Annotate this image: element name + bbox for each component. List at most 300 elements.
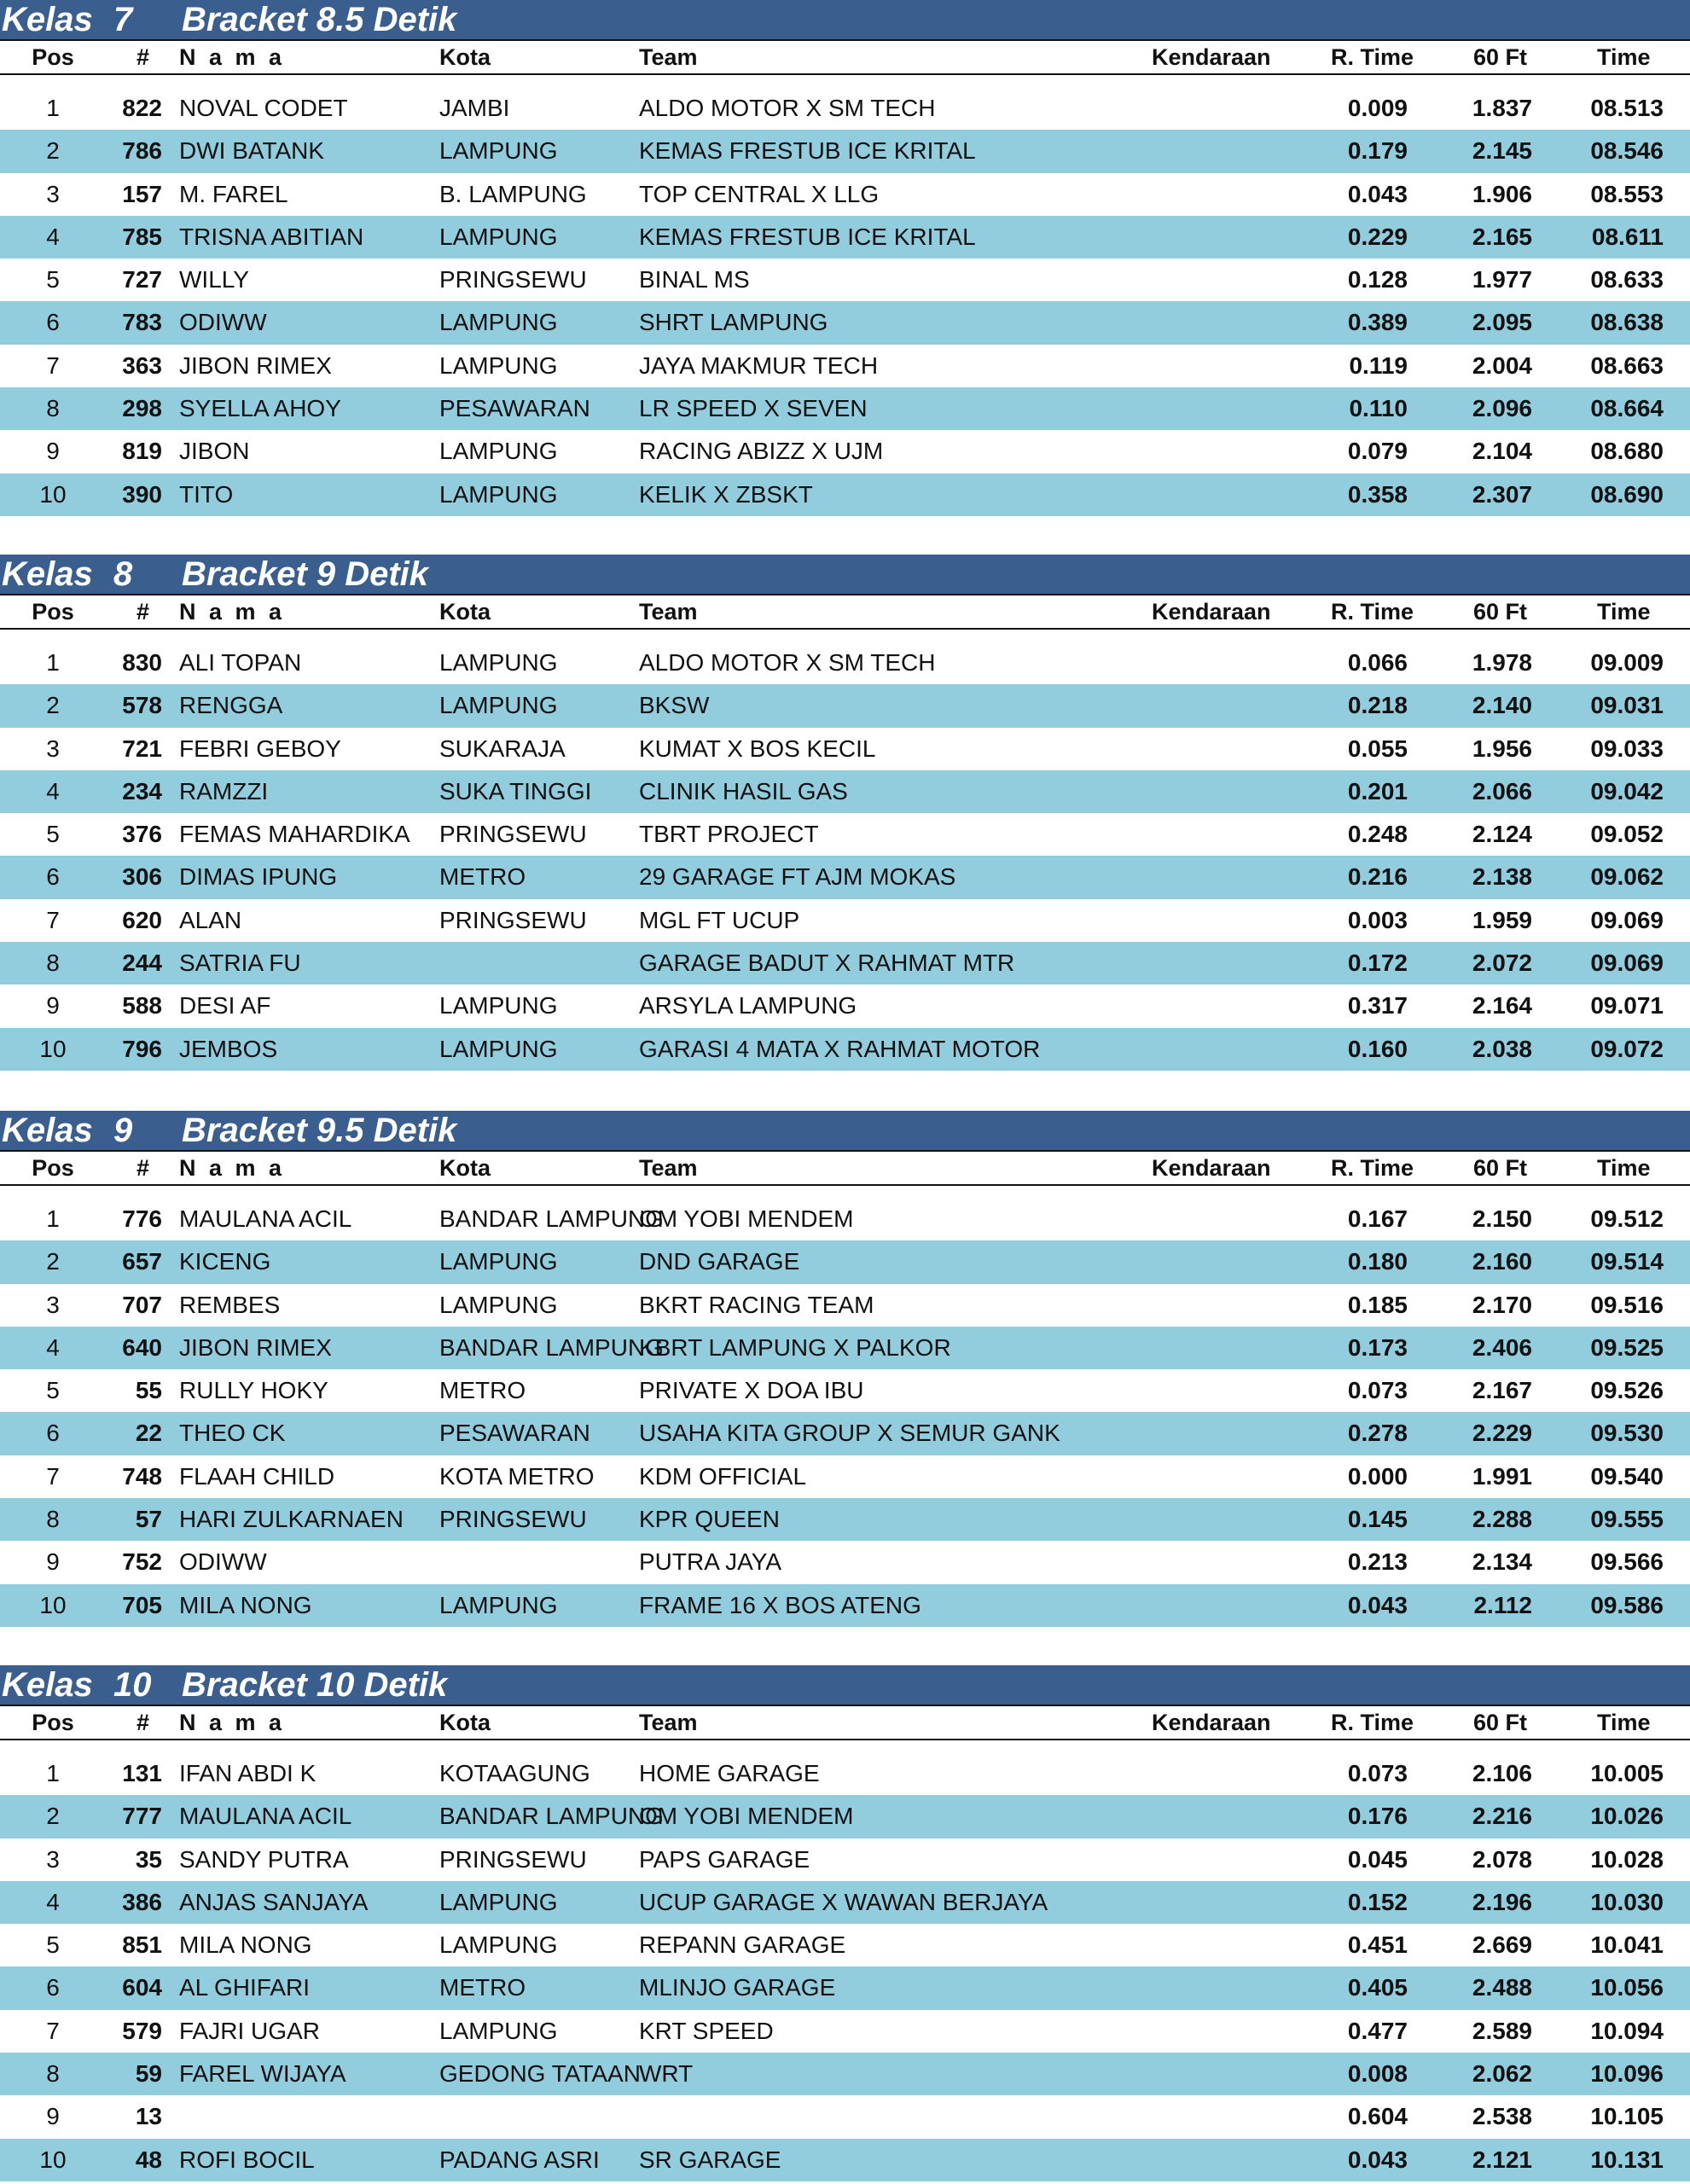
cell-time: 09.525 <box>1590 1333 1664 1361</box>
cell-kota: LAMPUNG <box>439 992 558 1019</box>
cell-pos: 8 <box>46 950 60 977</box>
table-row <box>0 387 1690 430</box>
cell-rtime: 0.604 <box>1347 2103 1408 2130</box>
cell-num: 727 <box>122 266 162 293</box>
cell-kota: KOTAAGUNG <box>439 1760 590 1786</box>
bracket-title: Bracket 8.5 Detik <box>182 1 457 38</box>
cell-num: 55 <box>135 1377 162 1404</box>
cell-nama: SATRIA FU <box>179 950 301 977</box>
cell-time: 10.056 <box>1590 1974 1664 2001</box>
table-row <box>0 1455 1690 1498</box>
cell-num: 298 <box>122 395 162 422</box>
column-header-kota: Kota <box>439 44 491 70</box>
class-banner <box>0 555 1690 594</box>
cell-nama: RULLY HOKY <box>179 1377 328 1404</box>
cell-ft60: 2.196 <box>1472 1888 1532 1915</box>
table-header <box>0 1150 1690 1186</box>
cell-nama: FEBRI GEBOY <box>179 735 341 762</box>
cell-num: 376 <box>122 821 162 848</box>
column-header-kendaraan: Kendaraan <box>1152 1155 1271 1181</box>
bracket-title: Bracket 10 Detik <box>182 1666 448 1704</box>
cell-ft60: 2.669 <box>1472 1931 1532 1959</box>
cell-time: 08.664 <box>1590 395 1664 422</box>
table-row <box>0 856 1690 898</box>
cell-kota: LAMPUNG <box>439 2017 558 2044</box>
cell-rtime: 0.201 <box>1347 777 1408 804</box>
cell-num: 390 <box>122 480 162 508</box>
cell-rtime: 0.213 <box>1347 1548 1408 1576</box>
cell-kota: LAMPUNG <box>439 309 558 336</box>
cell-num: 35 <box>135 1845 162 1873</box>
table-row <box>0 684 1690 727</box>
cell-rtime: 0.003 <box>1347 906 1408 933</box>
cell-kota: LAMPUNG <box>439 692 558 719</box>
cell-time: 10.005 <box>1590 1760 1664 1786</box>
column-header-num: # <box>136 44 149 70</box>
column-header-nama: N a m a <box>179 1155 286 1181</box>
cell-team: KDM OFFICIAL <box>639 1462 807 1490</box>
cell-rtime: 0.009 <box>1347 95 1408 121</box>
cell-nama: SYELLA AHOY <box>179 395 341 422</box>
class-section <box>0 0 1690 516</box>
cell-kota: PADANG ASRI <box>439 2146 600 2173</box>
cell-ft60: 1.956 <box>1472 735 1532 762</box>
cell-kota: LAMPUNG <box>439 438 558 465</box>
cell-team: KPR QUEEN <box>639 1506 780 1533</box>
table-header <box>0 1705 1690 1740</box>
cell-ft60: 1.837 <box>1472 95 1532 121</box>
cell-pos: 9 <box>46 992 60 1019</box>
cell-time: 08.633 <box>1590 266 1664 293</box>
cell-nama: FLAAH CHILD <box>179 1462 335 1490</box>
cell-team: BINAL MS <box>639 266 750 293</box>
cell-nama: ANJAS SANJAYA <box>179 1888 369 1915</box>
cell-time: 08.690 <box>1590 480 1664 508</box>
cell-ft60: 2.164 <box>1472 992 1532 1019</box>
cell-num: 386 <box>122 1888 162 1915</box>
cell-num: 48 <box>135 2146 162 2173</box>
cell-pos: 3 <box>46 180 60 207</box>
cell-team: JAYA MAKMUR TECH <box>639 351 879 379</box>
cell-time: 09.062 <box>1590 863 1664 891</box>
cell-kota: LAMPUNG <box>439 1591 558 1618</box>
cell-team: ARSYLA LAMPUNG <box>639 992 857 1019</box>
cell-rtime: 0.216 <box>1347 863 1408 891</box>
cell-pos: 4 <box>46 1333 60 1361</box>
cell-ft60: 2.488 <box>1472 1974 1532 2001</box>
cell-rtime: 0.079 <box>1347 438 1408 465</box>
cell-kota: PRINGSEWU <box>439 906 587 933</box>
cell-rtime: 0.180 <box>1347 1248 1408 1275</box>
cell-num: 786 <box>122 137 162 165</box>
cell-num: 783 <box>122 309 162 336</box>
cell-team: KUMAT X BOS KECIL <box>639 735 876 762</box>
cell-num: 785 <box>122 223 162 250</box>
cell-team: DND GARAGE <box>639 1248 800 1275</box>
cell-team: OM YOBI MENDEM <box>639 1803 854 1830</box>
cell-ft60: 2.004 <box>1472 351 1532 379</box>
table-row <box>0 2053 1690 2095</box>
cell-rtime: 0.008 <box>1347 2060 1408 2088</box>
results-table <box>0 1752 1690 2181</box>
column-header-time: Time <box>1597 1155 1651 1181</box>
cell-rtime: 0.278 <box>1347 1420 1408 1447</box>
cell-team: KRT SPEED <box>639 2017 774 2044</box>
column-header-rtime: R. Time <box>1331 44 1414 70</box>
cell-nama: ODIWW <box>179 309 267 336</box>
cell-kota: PESAWARAN <box>439 395 590 422</box>
column-header-ft60: 60 Ft <box>1473 1710 1528 1735</box>
cell-ft60: 2.066 <box>1472 777 1532 804</box>
table-row <box>0 301 1690 344</box>
cell-num: 588 <box>122 992 162 1019</box>
cell-pos: 2 <box>46 1803 60 1830</box>
cell-kota: LAMPUNG <box>439 1248 558 1275</box>
cell-nama: MILA NONG <box>179 1931 312 1959</box>
table-row <box>0 430 1690 473</box>
cell-kota: BANDAR LAMPUNG <box>439 1333 664 1361</box>
table-row <box>0 2010 1690 2053</box>
table-row <box>0 1412 1690 1455</box>
cell-nama: ALI TOPAN <box>179 649 302 676</box>
cell-num: 57 <box>135 1506 162 1533</box>
table-row <box>0 2139 1690 2181</box>
cell-pos: 3 <box>46 1291 60 1318</box>
cell-team: KBRT LAMPUNG X PALKOR <box>639 1333 951 1361</box>
cell-kota: PRINGSEWU <box>439 1845 587 1873</box>
cell-num: 620 <box>122 906 162 933</box>
table-row <box>0 1881 1690 1924</box>
cell-time: 10.096 <box>1590 2060 1664 2088</box>
cell-team: KEMAS FRESTUB ICE KRITAL <box>639 137 976 165</box>
cell-time: 09.516 <box>1590 1291 1664 1318</box>
cell-pos: 6 <box>46 863 60 891</box>
cell-pos: 8 <box>46 2060 60 2088</box>
class-banner <box>0 1665 1690 1705</box>
table-row <box>0 1498 1690 1541</box>
cell-pos: 5 <box>46 1931 60 1959</box>
cell-time: 09.052 <box>1590 821 1664 848</box>
cell-time: 10.131 <box>1590 2146 1664 2173</box>
cell-kota: B. LAMPUNG <box>439 180 587 207</box>
cell-num: 157 <box>122 180 162 207</box>
column-header-pos: Pos <box>32 44 74 70</box>
cell-pos: 7 <box>46 906 60 933</box>
column-header-nama: N a m a <box>179 1710 286 1735</box>
cell-rtime: 0.055 <box>1347 735 1408 762</box>
cell-rtime: 0.173 <box>1347 1333 1408 1361</box>
table-row <box>0 2095 1690 2138</box>
table-row <box>0 985 1690 1027</box>
column-header-kota: Kota <box>439 1710 491 1735</box>
cell-ft60: 2.038 <box>1472 1035 1532 1062</box>
cell-pos: 7 <box>46 2017 60 2044</box>
cell-time: 10.094 <box>1590 2017 1664 2044</box>
cell-rtime: 0.477 <box>1347 2017 1408 2044</box>
cell-time: 10.041 <box>1590 1931 1664 1959</box>
cell-nama: JIBON RIMEX <box>179 351 332 379</box>
cell-nama: HARI ZULKARNAEN <box>179 1506 404 1533</box>
cell-team: LR SPEED X SEVEN <box>639 395 868 422</box>
cell-pos: 3 <box>46 735 60 762</box>
cell-time: 09.069 <box>1590 950 1664 977</box>
column-header-pos: Pos <box>32 1155 74 1181</box>
column-header-team: Team <box>639 44 698 70</box>
cell-time: 09.540 <box>1590 1462 1664 1490</box>
cell-team: TOP CENTRAL X LLG <box>639 180 880 207</box>
table-row <box>0 1966 1690 2009</box>
column-header-time: Time <box>1597 1710 1651 1735</box>
column-header-num: # <box>136 1155 149 1181</box>
cell-rtime: 0.152 <box>1347 1888 1408 1915</box>
cell-ft60: 2.150 <box>1472 1205 1532 1232</box>
cell-num: 131 <box>122 1760 162 1786</box>
cell-kota: LAMPUNG <box>439 1291 558 1318</box>
column-header-kendaraan: Kendaraan <box>1152 1710 1271 1735</box>
cell-rtime: 0.043 <box>1347 1591 1408 1618</box>
cell-ft60: 2.078 <box>1472 1845 1532 1873</box>
cell-time: 09.069 <box>1590 906 1664 933</box>
cell-rtime: 0.358 <box>1347 480 1408 508</box>
table-row <box>0 1284 1690 1327</box>
cell-rtime: 0.229 <box>1347 223 1408 250</box>
cell-pos: 8 <box>46 1506 60 1533</box>
column-header-num: # <box>136 599 149 624</box>
cell-pos: 5 <box>46 1377 60 1404</box>
table-header <box>0 594 1690 630</box>
cell-ft60: 2.406 <box>1472 1333 1532 1361</box>
cell-ft60: 1.906 <box>1472 180 1532 207</box>
table-row <box>0 345 1690 387</box>
class-section <box>0 1111 1690 1627</box>
cell-pos: 2 <box>46 1248 60 1275</box>
class-label: Kelas <box>2 555 93 593</box>
cell-ft60: 2.229 <box>1472 1420 1532 1447</box>
cell-ft60: 2.096 <box>1472 395 1532 422</box>
cell-team: CLINIK HASIL GAS <box>639 777 848 804</box>
table-row <box>0 87 1690 130</box>
cell-team: SHRT LAMPUNG <box>639 309 828 336</box>
cell-time: 09.512 <box>1590 1205 1664 1232</box>
cell-kota: BANDAR LAMPUNG <box>439 1205 664 1232</box>
cell-rtime: 0.145 <box>1347 1506 1408 1533</box>
cell-nama: TRISNA ABITIAN <box>179 223 364 250</box>
cell-nama: DIMAS IPUNG <box>179 863 338 891</box>
cell-team: USAHA KITA GROUP X SEMUR GANK <box>639 1420 1060 1447</box>
table-row <box>0 1327 1690 1369</box>
cell-rtime: 0.167 <box>1347 1205 1408 1232</box>
table-row <box>0 1240 1690 1283</box>
cell-rtime: 0.160 <box>1347 1035 1408 1062</box>
class-label: Kelas <box>2 1666 93 1704</box>
cell-num: 306 <box>122 863 162 891</box>
cell-rtime: 0.119 <box>1349 351 1408 379</box>
cell-num: 22 <box>135 1420 162 1447</box>
cell-kota: PESAWARAN <box>439 1420 590 1447</box>
class-banner <box>0 1111 1690 1150</box>
cell-pos: 4 <box>46 777 60 804</box>
table-row <box>0 173 1690 216</box>
cell-rtime: 0.179 <box>1347 137 1408 165</box>
cell-nama: DESI AF <box>179 992 271 1019</box>
cell-team: OM YOBI MENDEM <box>639 1205 854 1232</box>
column-header-rtime: R. Time <box>1331 1710 1414 1735</box>
cell-ft60: 2.134 <box>1472 1548 1532 1576</box>
cell-rtime: 0.000 <box>1347 1462 1408 1490</box>
cell-team: BKSW <box>639 692 710 719</box>
cell-rtime: 0.405 <box>1347 1974 1408 2001</box>
results-table <box>0 87 1690 516</box>
cell-time: 09.072 <box>1590 1035 1664 1062</box>
cell-team: KEMAS FRESTUB ICE KRITAL <box>639 223 976 250</box>
table-row <box>0 642 1690 684</box>
cell-team: PRIVATE X DOA IBU <box>639 1377 864 1404</box>
cell-time: 09.009 <box>1590 649 1664 676</box>
cell-ft60: 2.145 <box>1472 137 1532 165</box>
cell-pos: 10 <box>39 2146 67 2173</box>
cell-kota: KOTA METRO <box>439 1462 595 1490</box>
cell-time: 08.680 <box>1590 438 1664 465</box>
cell-kota: BANDAR LAMPUNG <box>439 1803 664 1830</box>
cell-nama: FAJRI UGAR <box>179 2017 320 2044</box>
cell-num: 752 <box>122 1548 162 1576</box>
cell-time: 10.030 <box>1590 1888 1664 1915</box>
cell-team: WRT <box>639 2060 694 2088</box>
column-header-kota: Kota <box>439 1155 491 1181</box>
cell-team: GARASI 4 MATA X RAHMAT MOTOR <box>639 1035 1041 1062</box>
column-header-kota: Kota <box>439 599 491 624</box>
cell-rtime: 0.128 <box>1347 266 1408 293</box>
cell-ft60: 1.978 <box>1472 649 1532 676</box>
cell-rtime: 0.248 <box>1347 821 1408 848</box>
cell-nama: MAULANA ACIL <box>179 1205 352 1232</box>
cell-team: HOME GARAGE <box>639 1760 820 1786</box>
cell-pos: 7 <box>46 1462 60 1490</box>
cell-rtime: 0.389 <box>1347 309 1408 336</box>
table-row <box>0 942 1690 985</box>
table-row <box>0 1795 1690 1838</box>
cell-time: 08.513 <box>1590 95 1664 121</box>
cell-time: 08.553 <box>1590 180 1664 207</box>
column-header-team: Team <box>639 1155 698 1181</box>
cell-kota: LAMPUNG <box>439 351 558 379</box>
cell-team: MGL FT UCUP <box>639 906 800 933</box>
table-row <box>0 899 1690 942</box>
cell-kota: METRO <box>439 1377 526 1404</box>
cell-num: 748 <box>122 1462 162 1490</box>
cell-team: SR GARAGE <box>639 2146 781 2173</box>
column-header-team: Team <box>639 1710 698 1735</box>
column-header-ft60: 60 Ft <box>1473 599 1528 624</box>
table-row <box>0 770 1690 813</box>
cell-pos: 4 <box>46 1888 60 1915</box>
table-row <box>0 473 1690 516</box>
class-section <box>0 1665 1690 2181</box>
results-table <box>0 1198 1690 1627</box>
cell-num: 363 <box>122 351 162 379</box>
cell-time: 10.028 <box>1590 1845 1664 1873</box>
cell-nama: FEMAS MAHARDIKA <box>179 821 410 848</box>
column-header-ft60: 60 Ft <box>1473 1155 1528 1181</box>
cell-nama: FAREL WIJAYA <box>179 2060 346 2088</box>
table-row <box>0 1541 1690 1583</box>
cell-rtime: 0.185 <box>1347 1291 1408 1318</box>
cell-num: 819 <box>122 438 162 465</box>
cell-team: 29 GARAGE FT AJM MOKAS <box>639 863 956 891</box>
cell-nama: MILA NONG <box>179 1591 312 1618</box>
cell-pos: 6 <box>46 1420 60 1447</box>
cell-team: FRAME 16 X BOS ATENG <box>639 1591 921 1618</box>
cell-ft60: 2.124 <box>1472 821 1532 848</box>
table-row <box>0 1924 1690 1966</box>
cell-num: 59 <box>135 2060 162 2088</box>
cell-ft60: 2.589 <box>1472 2017 1532 2044</box>
cell-pos: 10 <box>39 480 67 508</box>
cell-time: 09.071 <box>1590 992 1664 1019</box>
cell-kota: LAMPUNG <box>439 480 558 508</box>
table-header <box>0 39 1690 75</box>
cell-num: 579 <box>122 2017 162 2044</box>
cell-team: MLINJO GARAGE <box>639 1974 836 2001</box>
cell-nama: ROFI BOCIL <box>179 2146 315 2173</box>
cell-time: 08.611 <box>1591 223 1664 250</box>
cell-rtime: 0.176 <box>1347 1803 1408 1830</box>
results-table <box>0 642 1690 1071</box>
cell-rtime: 0.451 <box>1347 1931 1408 1959</box>
cell-pos: 1 <box>46 649 60 676</box>
cell-rtime: 0.073 <box>1347 1377 1408 1404</box>
cell-pos: 1 <box>46 1205 60 1232</box>
cell-nama: IFAN ABDI K <box>179 1760 317 1786</box>
cell-time: 09.042 <box>1590 777 1664 804</box>
table-row <box>0 1028 1690 1071</box>
cell-num: 640 <box>122 1333 162 1361</box>
table-row <box>0 1369 1690 1412</box>
column-header-pos: Pos <box>32 1710 74 1735</box>
cell-time: 10.026 <box>1590 1803 1664 1830</box>
cell-time: 09.555 <box>1590 1506 1664 1533</box>
cell-rtime: 0.073 <box>1347 1760 1408 1786</box>
class-label: Kelas <box>2 1 93 38</box>
cell-nama: KICENG <box>179 1248 271 1275</box>
cell-pos: 3 <box>46 1845 60 1873</box>
cell-num: 777 <box>122 1803 162 1830</box>
cell-nama: ALAN <box>179 906 242 933</box>
cell-time: 10.105 <box>1590 2103 1664 2130</box>
cell-kota: JAMBI <box>439 95 510 121</box>
cell-kota: PRINGSEWU <box>439 821 587 848</box>
cell-kota: METRO <box>439 863 526 891</box>
cell-time: 09.586 <box>1590 1591 1664 1618</box>
cell-pos: 8 <box>46 395 60 422</box>
class-number: 7 <box>113 1 133 38</box>
cell-time: 08.638 <box>1590 309 1664 336</box>
cell-time: 08.663 <box>1590 351 1664 379</box>
cell-nama: NOVAL CODET <box>179 95 348 121</box>
cell-kota: LAMPUNG <box>439 1035 558 1062</box>
cell-pos: 10 <box>39 1591 67 1618</box>
cell-ft60: 2.062 <box>1472 2060 1532 2088</box>
cell-pos: 2 <box>46 137 60 165</box>
cell-pos: 10 <box>39 1035 67 1062</box>
cell-num: 721 <box>122 735 162 762</box>
cell-pos: 1 <box>46 95 60 121</box>
cell-ft60: 2.538 <box>1472 2103 1532 2130</box>
column-header-kendaraan: Kendaraan <box>1152 44 1271 70</box>
cell-nama: REMBES <box>179 1291 281 1318</box>
cell-time: 09.530 <box>1590 1420 1664 1447</box>
column-header-ft60: 60 Ft <box>1473 44 1528 70</box>
